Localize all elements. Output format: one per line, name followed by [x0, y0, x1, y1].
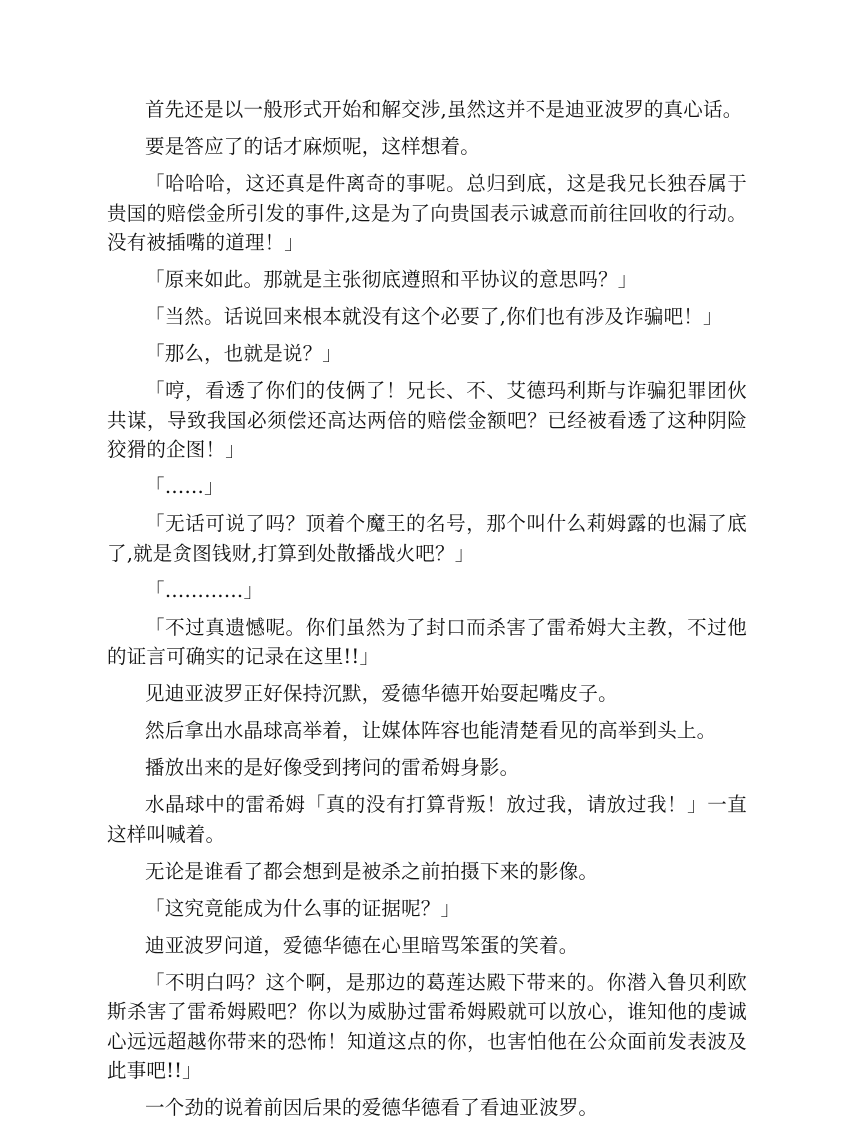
- paragraph: 无论是谁看了都会想到是被杀之前拍摄下来的影像。: [145, 859, 599, 883]
- paragraph: 「那么，也就是说？」: [145, 342, 343, 365]
- paragraph: 要是答应了的话才麻烦呢，这样想着。: [145, 135, 480, 158]
- paragraph: 水晶球中的雷希姆「真的没有打算背叛！放过我，请放过我！」一直这样叫喊着。: [107, 793, 747, 846]
- paragraph: 「原来如此。那就是主张彻底遵照和平协议的意思吗？」: [145, 268, 638, 291]
- paragraph: 「哼，看透了你们的伎俩了！兄长、不、艾德玛利斯与诈骗犯罪团伙共谋，导致我国必须偿还高达两倍的赔偿金额吧？已经被看透了这种阴险狡猾的企图！」: [107, 379, 747, 461]
- document-body: [107, 95, 747, 1130]
- paragraph: 「无话可说了吗？顶着个魔王的名号，那个叫什么莉姆露的也漏了底了,就是贪图钱财,打算到处散播战火吧？」: [107, 512, 747, 565]
- paragraph: 然后拿出水晶球高举着，让媒体阵容也能清楚看见的高举到头上。: [145, 719, 717, 742]
- paragraph: 「这究竟能成为什么事的证据呢？」: [145, 896, 461, 920]
- paragraph: 「不明白吗？这个啊，是那边的葛莲达殿下带来的。你潜入鲁贝利欧斯杀害了雷希姆殿吧？你以为威胁过雷希姆殿就可以放心，谁知他的虔诚心远远超越你带来的恐怖！知道这点的你，也害怕他在公众面前发表波及此事吧!!」: [107, 970, 747, 1082]
- paragraph: 一个劲的说着前因后果的爱德华德看了看迪亚波罗。: [145, 1096, 599, 1119]
- paragraph: 播放出来的是好像受到拷问的雷希姆身影。: [145, 756, 520, 779]
- paragraph: 「…………」: [145, 578, 264, 602]
- paragraph: 「……」: [145, 475, 224, 498]
- paragraph: 首先还是以一般形式开始和解交涉,虽然这并不是迪亚波罗的真心话。: [145, 98, 743, 121]
- paragraph: 见迪亚波罗正好保持沉默，爱德华德开始耍起嘴皮子。: [145, 682, 618, 705]
- paragraph: 「不过真遗憾呢。你们虽然为了封口而杀害了雷希姆大主教，不过他的证言可确实的记录在这里!!」: [107, 615, 747, 668]
- paragraph: 「哈哈哈，这还真是件离奇的事呢。总归到底，这是我兄长独吞属于贵国的赔偿金所引发的事件,这是为了向贵国表示诚意而前往回收的行动。没有被插嘴的道理！」: [107, 172, 747, 254]
- paragraph: 「当然。话说回来根本就没有这个必要了,你们也有涉及诈骗吧！」: [145, 305, 723, 328]
- paragraph: 迪亚波罗问道，爱德华德在心里暗骂笨蛋的笑着。: [145, 933, 579, 957]
